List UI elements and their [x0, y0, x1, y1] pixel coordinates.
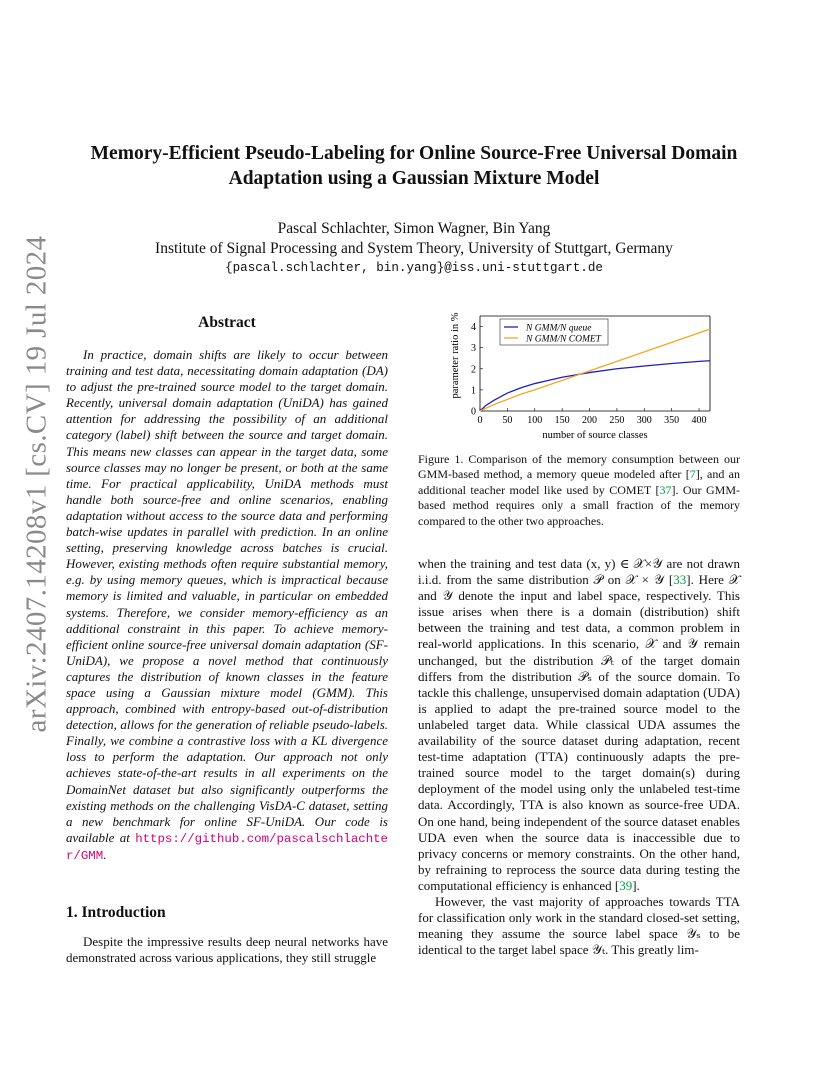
abstract-body: [66, 347, 388, 864]
x-tick-label: 0: [477, 415, 483, 426]
x-tick-label: 50: [502, 415, 513, 426]
email-line: {pascal.schlachter, bin.yang}@iss.uni-stuttgart.de: [225, 261, 603, 275]
code-link[interactable]: https://github.com/pascalschlachter/GMM: [66, 831, 388, 863]
y-tick-label: 4: [471, 322, 476, 334]
caption-text-1: Figure 1. Comparison of the memory consumption between our GMM-based method, a memory queue modeled after [: [418, 452, 740, 482]
legend-label-1: N GMM/N COMET: [526, 334, 601, 345]
para1-text-a: when the training and test data (x, y) ∈ 𝒳×𝒴 are not drawn i.i.d. from the same distribution 𝒫 on 𝒳 × 𝒴 [: [418, 556, 740, 588]
figure-1-caption: [418, 452, 740, 529]
abstract-heading: Abstract: [198, 314, 256, 331]
caption-text-2: ], and an additional teacher model like used by COMET [: [418, 467, 740, 497]
series-line-0: [480, 361, 710, 411]
legend-label-0: N GMM/N queue: [526, 323, 592, 334]
y-tick-label: 2: [471, 364, 476, 376]
x-tick-label: 250: [609, 415, 625, 426]
y-tick-label: 1: [471, 385, 476, 397]
x-tick-label: 200: [582, 415, 598, 426]
right-column-text: [418, 556, 740, 958]
y-tick-label: 3: [471, 343, 476, 355]
citation-link-37[interactable]: 37: [659, 482, 672, 497]
paragraph-1: [418, 556, 740, 894]
affiliation: Institute of Signal Processing and System Theory, University of Stuttgart, Germany: [155, 240, 673, 257]
caption-text-3: ]. Our GMM-based method requires only a small fraction of the memory compared to the other two approaches.: [418, 482, 740, 528]
x-tick-label: 100: [527, 415, 543, 426]
para1-text-b: ]. Here 𝒳 and 𝒴 denote the input and label space, respectively. This issue arises when there is a domain (distribution) shift between the training and test data, a common problem in real-world applications. In this scenario, 𝒳 and 𝒴 remain unchanged, but the distribution 𝒫ₜ of the target domain differs from the distribution 𝒫ₛ of the source domain. To tackle this challenge, unsupervised domain adaptation (UDA) is applied to adapt the pre-trained source model to the unlabeled target data. While classical UDA assumes the availability of the source dataset during adaptation, recent test-time adaptation (TTA) continuously adapts the pre-trained source model to the target domain(s) during deployment of the model using only the unlabeled test-time data. Accordingly, TTA is also known as source-free UDA. On one hand, being independent of the source dataset enables UDA even when the source data is inaccessible due to privacy concerns or memory constraints. On the other hand, by refraining to reprocess the source data during testing the computational efficiency is enhanced [: [418, 572, 740, 893]
arxiv-stamp-text: arXiv:2407.14208v1 [cs.CV] 19 Jul 2024: [20, 235, 53, 733]
para1-text-c: ].: [632, 877, 640, 893]
y-axis-label: parameter ratio in %: [450, 312, 461, 399]
author-names: Pascal Schlachter, Simon Wagner, Bin Yang: [277, 220, 551, 237]
abstract-end: .: [103, 846, 107, 862]
y-tick-label: 0: [471, 406, 476, 418]
paragraph-2: However, the vast majority of approaches towards TTA for classification only work in the standard closed-set setting, meaning they assume the source label space 𝒴ₛ to be identical to the target label space 𝒴ₜ. This greatly lim-: [418, 893, 740, 958]
x-axis-label: number of source classes: [542, 430, 648, 441]
abstract-text: In practice, domain shifts are likely to occur between training and test data, necessitating domain adaptation (DA) to adjust the pre-trained source model to the target domain. Recently, universal domain adaptation (UniDA) has gained attention for addressing the possibility of an additional category (label) shift between the source and target domain. This means new classes can appear in the target data, some source classes may no longer be present, or both at the same time. For practical applicability, UniDA methods must handle both source-free and online scenarios, enabling adaptation without access to the source data and performing batch-wise updates in parallel with prediction. In an online setting, preserving knowledge across batches is crucial. However, existing methods often require substantial memory, e.g. by using memory queues, which is impractical because memory is limited and valuable, in particular on embedded systems. Therefore, we consider memory-efficiency as an additional constraint in this paper. To achieve memory-efficient online source-free universal domain adaptation (SF-UniDA), we propose a novel method that continuously captures the distribution of known classes in the feature space using a Gaussian mixture model (GMM). This approach, combined with entropy-based out-of-distribution detection, allows for the generation of reliable pseudo-labels. Finally, we combine a contrastive loss with a KL divergence loss to perform the adaptation. Our approach not only achieves state-of-the-art results in all experiments on the DomainNet dataset but also significantly outperforms the existing methods on the challenging VisDA-C dataset, setting a new benchmark for online SF-UniDA. Our code is available at: [66, 347, 388, 845]
citation-link-33[interactable]: 33: [673, 572, 687, 588]
citation-link-39[interactable]: 39: [619, 877, 633, 893]
intro-paragraph: Despite the impressive results deep neural networks have demonstrated across various applications, they still struggle: [66, 934, 388, 966]
x-tick-label: 400: [691, 415, 707, 426]
figure-1-chart: [440, 308, 720, 443]
intro-heading: 1. Introduction: [66, 904, 166, 921]
x-tick-label: 300: [636, 415, 652, 426]
x-tick-label: 350: [664, 415, 680, 426]
author-block: [60, 219, 768, 259]
paper-title: Memory-Efficient Pseudo-Labeling for Online Source-Free Universal Domain Adaptation using a Gaussian Mixture Model: [90, 143, 738, 189]
x-tick-label: 150: [554, 415, 570, 426]
citation-link-7[interactable]: 7: [689, 467, 696, 482]
